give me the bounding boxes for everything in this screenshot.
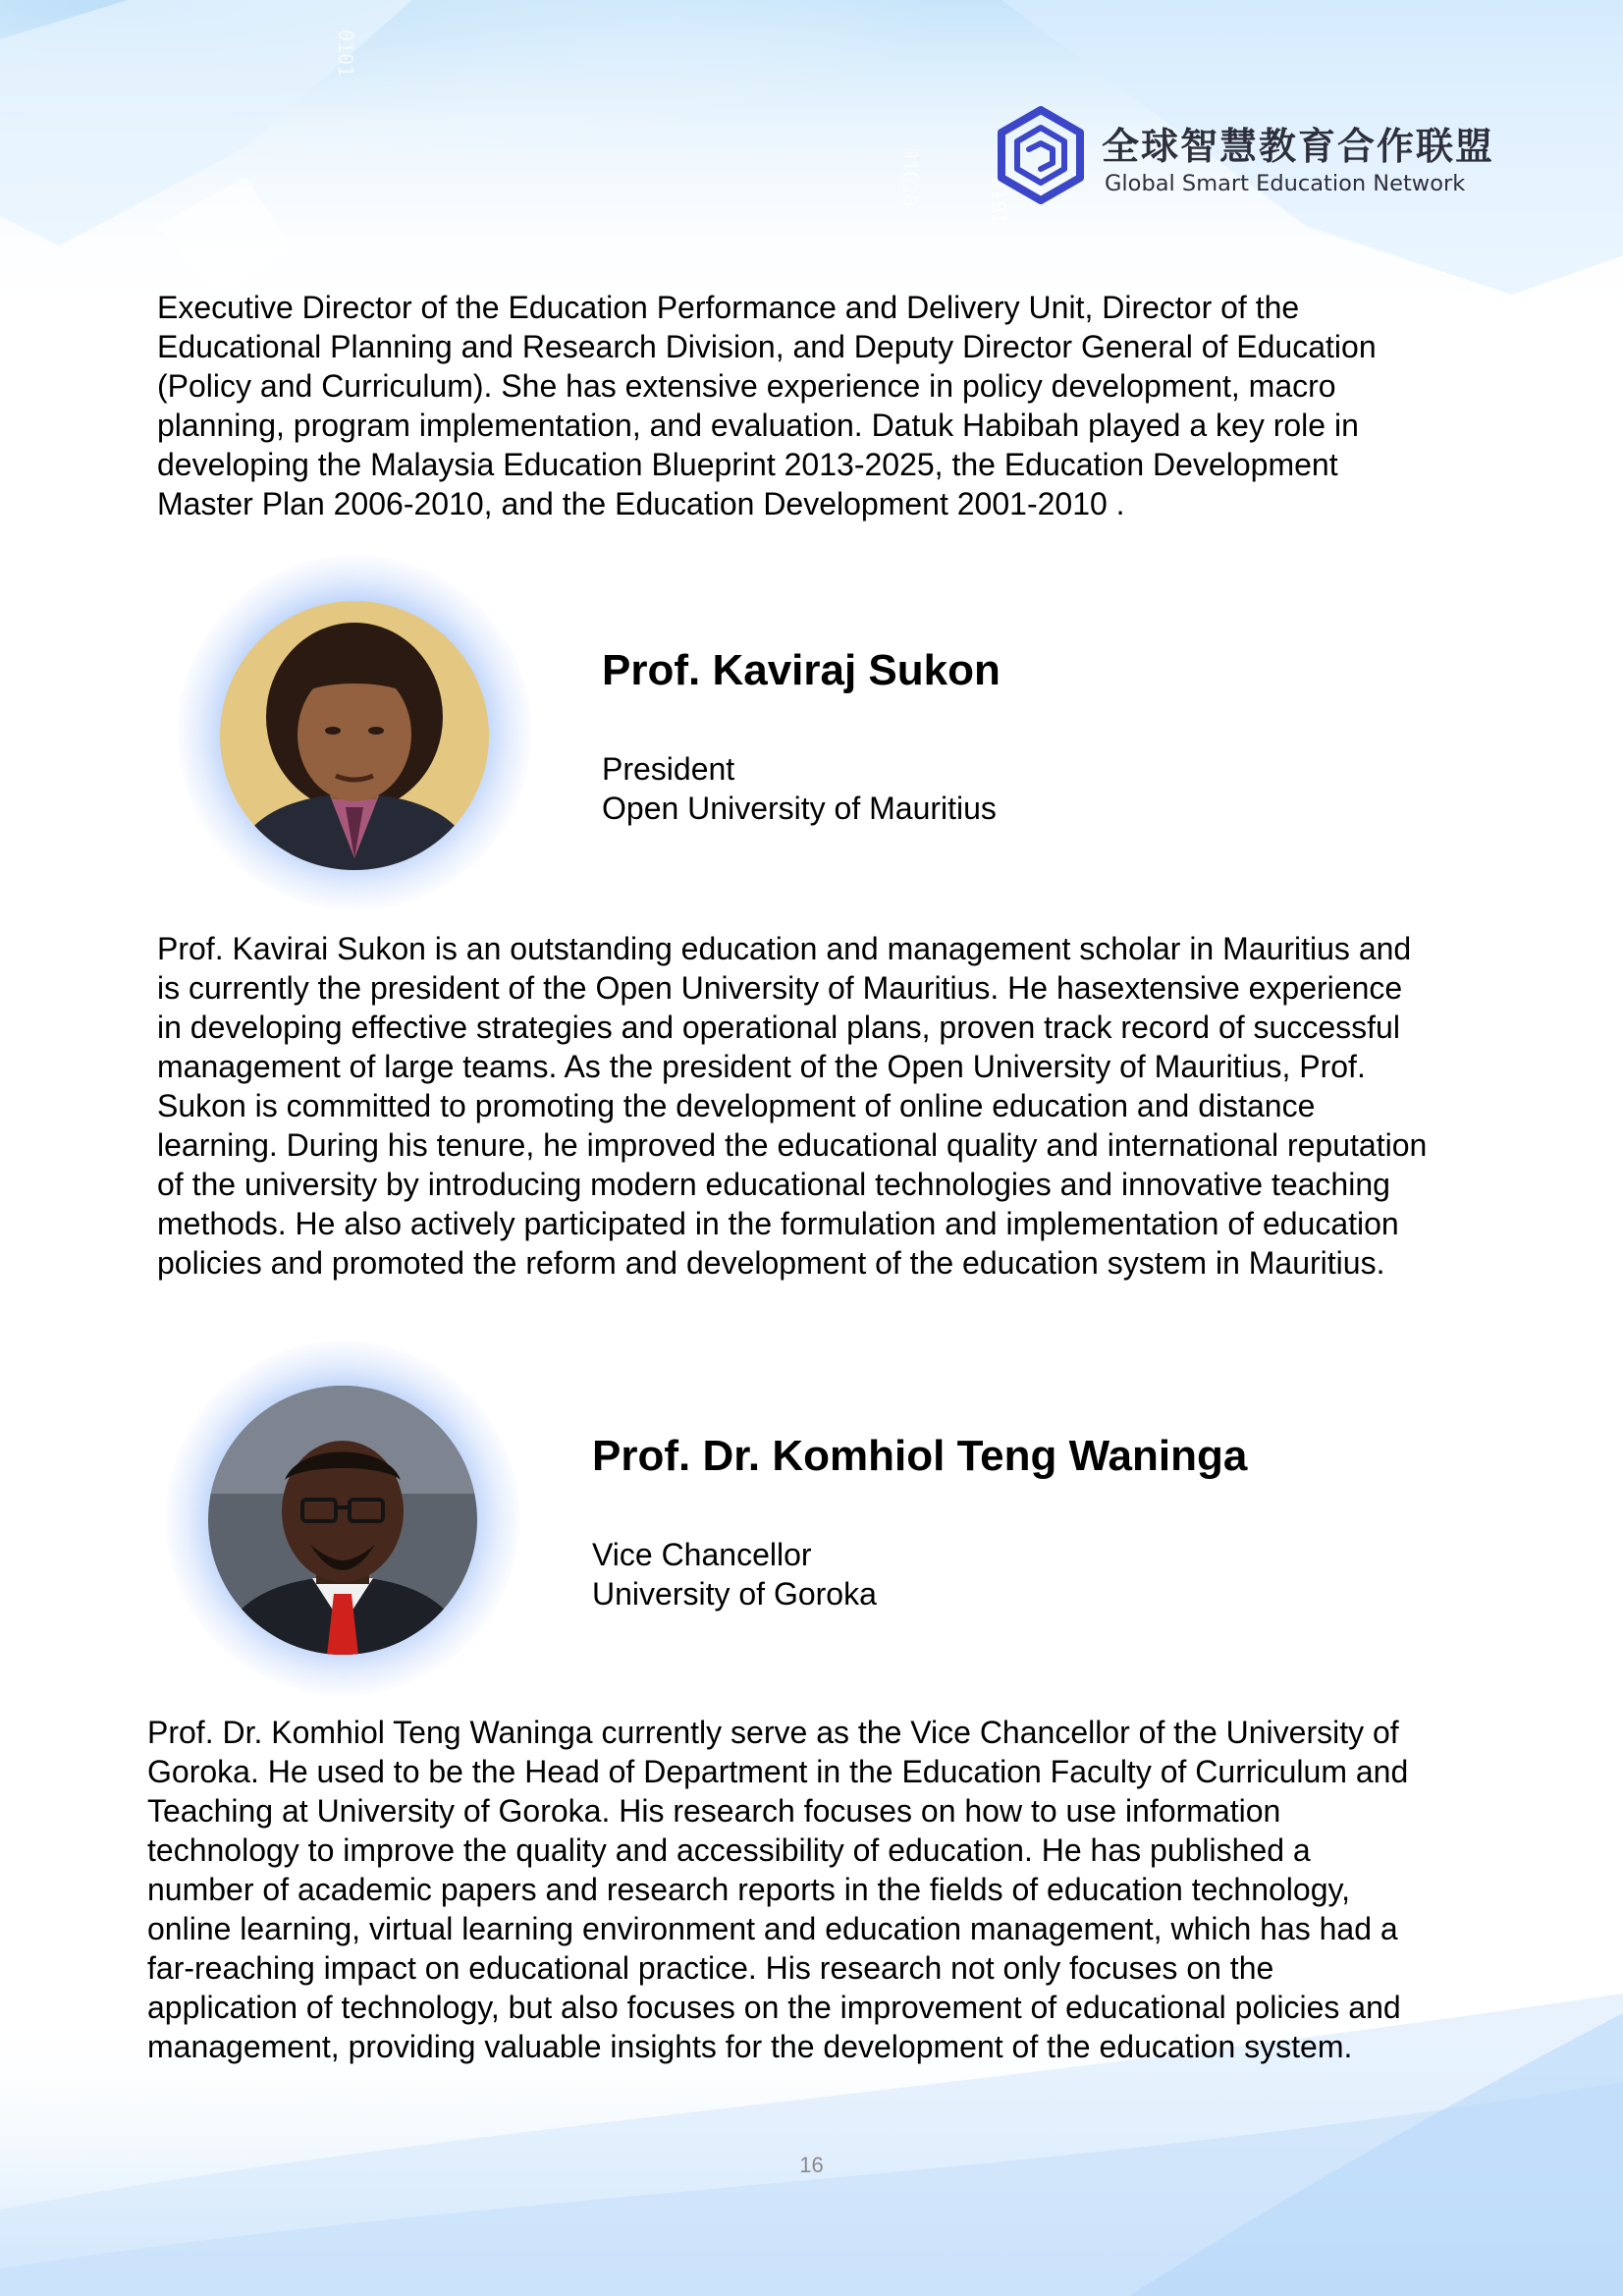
intro-paragraph [157,288,1377,523]
paragraph-line: (Policy and Curriculum). She has extensive experience in policy development, macro [157,368,1336,404]
paragraph-line: Master Plan 2006-2010, and the Education Development 2001-2010 . [157,486,1125,521]
paragraph-line: number of academic papers and research reports in the fields of education technology, [147,1872,1351,1907]
profile-name: Prof. Kaviraj Sukon [602,646,1001,694]
paragraph-line: online learning, virtual learning environment and education management, which has had a [147,1911,1398,1946]
profile-name: Prof. Dr. Komhiol Teng Waninga [592,1432,1248,1480]
gsen-logo [990,106,1495,204]
paragraph-line: application of technology, but also focuses on the improvement of educational policies and [147,1990,1401,2025]
paragraph-line: learning. During his tenure, he improved the educational quality and international reputation [157,1127,1428,1163]
paragraph-line: management, providing valuable insights for the development of the education system. [147,2029,1353,2064]
logo-chinese-name: 全球智慧教育合作联盟 [1102,125,1495,168]
svg-text:01010: 01010 [898,147,922,207]
paragraph-line: Executive Director of the Education Performance and Delivery Unit, Director of the [157,290,1300,325]
portrait-kaviraj-sukon [220,601,489,870]
paragraph-line: Teaching at University of Goroka. His research focuses on how to use information [147,1793,1281,1829]
portrait-photo [208,1386,477,1655]
profile-bio [157,929,1427,1283]
paragraph-line: is currently the president of the Open University of Mauritius. He hasextensive experience [157,970,1403,1006]
paragraph-line: Prof. Dr. Komhiol Teng Waninga currently serve as the Vice Chancellor of the University of [147,1715,1399,1750]
svg-text:0101: 0101 [334,29,357,78]
paragraph-line: Sukon is committed to promoting the development of online education and distance [157,1088,1316,1123]
profile-organization: Open University of Mauritius [602,791,997,826]
profile-role: President [602,751,735,787]
profile-organization: University of Goroka [592,1576,877,1612]
paragraph-line: of the university by introducing modern educational technologies and innovative teaching [157,1167,1390,1202]
gsen-logo-mark-icon [990,106,1092,204]
paragraph-line: planning, program implementation, and evaluation. Datuk Habibah played a key role in [157,408,1359,443]
paragraph-line: policies and promoted the reform and development of the education system in Mauritius. [157,1245,1385,1281]
portrait-photo [220,601,489,870]
paragraph-line: technology to improve the quality and accessibility of education. He has published a [147,1832,1311,1868]
portrait-komhiol-teng-waninga [208,1386,477,1655]
paragraph-line: methods. He also actively participated in the formulation and implementation of education [157,1206,1399,1241]
page-number: 16 [799,2153,824,2177]
paragraph-line: developing the Malaysia Education Blueprint 2013-2025, the Education Development [157,447,1338,482]
logo-english-name: Global Smart Education Network [1105,171,1466,196]
svg-text:0101: 0101 [987,177,1010,225]
paragraph-line: far-reaching impact on educational practice. His research not only focuses on the [147,1950,1274,1986]
paragraph-line: Educational Planning and Research Division, and Deputy Director General of Education [157,329,1377,364]
paragraph-line: in developing effective strategies and operational plans, proven track record of successful [157,1010,1400,1045]
profile-role: Vice Chancellor [592,1537,812,1572]
profile-bio [147,1713,1408,2066]
paragraph-line: Prof. Kavirai Sukon is an outstanding education and management scholar in Mauritius and [157,931,1412,966]
paragraph-line: Goroka. He used to be the Head of Department in the Education Faculty of Curriculum and [147,1754,1409,1789]
paragraph-line: management of large teams. As the president of the Open University of Mauritius, Prof. [157,1049,1366,1084]
